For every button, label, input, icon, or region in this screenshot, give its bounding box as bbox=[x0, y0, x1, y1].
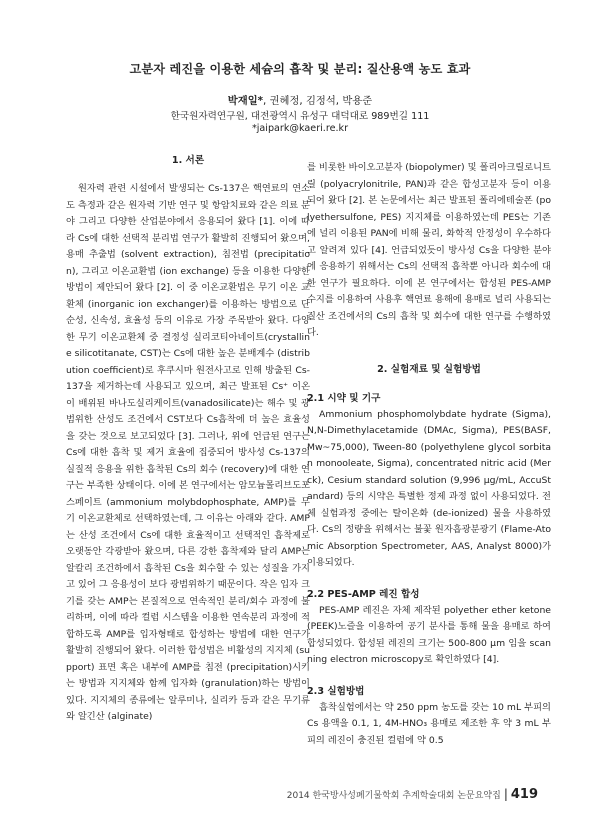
intro-paragraph-1: 원자력 관련 시설에서 발생되는 Cs-137은 핵연료의 연소도 측정과 같은 원자력 기반 연구 및 항암치료와 같은 의료 분야 그리고 다양한 산업분야에서 응용되어 왔다 [1]. 이에 따라 Cs에 대한 선택적 분리법 연구가 활발히 진행되어 왔으며, 용매 추출법 (solvent extraction), 침전법 (precipitation), 그리고 이온교환법 (ion exchange) 등을 이용한 다양한 방법이 제안되어 왔다 [2]. 이 중 이온교환법은 무기 이온 교환체 (inorganic ion exchanger)를 이용하는 방법으로 단순성, 신속성, 효율성 등의 이유로 가장 주목받아 왔다. 다양한 무기 이온교환체 중 결정성 실리코티아네이트(crystalline silicotitanate, CST)는 Cs에 대한 높은 분배계수 (distribution coefficient)로 후쿠시마 원전사고로 인해 방출된 Cs-137을 제거하는데 사용되고 있으며, 최근 발표된 Cs⁺ 이온이 배위된 바나도실리케이트(vanadosilicate)는 해수 및 광범위한 산성도 조건에서 CST보다 Cs흡착에 더 높은 효율성을 갖는 것으로 보고되었다 [3]. 그러나, 위에 언급된 연구는 Cs에 대한 흡착 및 제거 효율에 집중되어 방사성 Cs-137의 실질적 응용을 위한 흡착된 Cs의 회수 (recovery)에 대한 연구는 부족한 상태이다. 이에 본 연구에서는 암모늄몰리브도포스페이트 (ammonium molybdophosphate, AMP)를 무기 이온교환체로 선택하였는데, 그 이유는 아래와 같다. AMP는 산성 조건에서 Cs에 대한 효율적이고 선택적인 흡착제로 오랫동안 각광받아 왔으며, 다른 강한 흡착제와 달리 AMP는 알칼리 조건하에서 흡착된 Cs을 회수할 수 있는 성질을 가지고 있어 그 응용성이 보다 광범위하기 때문이다. 작은 입자 크기를 갖는 AMP는 본질적으로 연속적인 분리/회수 과정에 불리하며, 이에 따라 컬럼 시스템을 이용한 연속분리 과정에 적합하도록 AMP를 입자형태로 합성하는 방법에 대한 연구가 활발히 진행되어 왔다. 이러한 합성법은 비활성의 지지체 (support) 표면 혹은 내부에 AMP를 침전 (precipitation)시키는 방법과 지지체와 함께 입자화 (granulation)하는 방법이 있다. 지지체의 종류에는 알루미나, 실리카 등과 같은 무기류와 알긴산 (alginate) bbox=[66, 183, 310, 722]
proceedings-name: 2014 한국방사성폐기물학회 추계학술대회 논문요약집 bbox=[286, 791, 501, 801]
affiliation: 한국원자력연구원, 대전광역시 유성구 대덕대로 989번길 111 bbox=[170, 111, 430, 122]
author-email: *jaipark@kaeri.re.kr bbox=[251, 123, 349, 134]
page-number: 419 bbox=[510, 787, 538, 802]
subsection-heading-experiment: 2.3 실험방법 bbox=[307, 685, 365, 697]
section-heading-intro: 1. 서론 bbox=[171, 155, 205, 166]
paper-title: 고분자 레진을 이용한 세슘의 흡착 및 분리: 질산용액 농도 효과 bbox=[129, 62, 471, 76]
intro-paragraph-2: 를 비롯한 바이오고분자 (biopolymer) 및 폴리아크릴로니트릴 (polyacrylonitrile, PAN)과 같은 합성고분자 등이 이용되어 왔다 [2]. 본 논문에서는 최근 발표된 폴리에테술폰 (polyethersulfone, PES) 지지체를 이용하였는데 PES는 기존에 널리 이용된 PAN에 비해 물리, 화학적 안정성이 우수하다고 알려져 있다 [4]. 언급되었듯이 방사성 Cs을 다양한 분야에 응용하기 위해서는 Cs의 선택적 흡착뿐 아니라 회수에 대한 연구가 필요하다. 이에 본 연구에서는 합성된 PES-AMP 수지를 이용하여 사용후 핵연료 용해에 용매로 널리 사용되는 질산 조건에서의 Cs의 흡착 및 회수에 대한 연구를 수행하였다. bbox=[307, 162, 551, 338]
resin-synthesis-paragraph: PES-AMP 레진은 자체 제작된 polyether ether ketone (PEEK)노즐을 이용하여 공기 분사를 통해 물을 용매로 하여 합성되었다. 합성된 레진의 크기는 500-800 μm 임을 scanning electron microscopy로 확인하였다 [4]. bbox=[307, 604, 551, 665]
left-column bbox=[66, 153, 310, 726]
footer-separator: | bbox=[503, 787, 508, 801]
right-column bbox=[307, 160, 551, 749]
subsection-heading-reagents: 2.1 시약 및 기구 bbox=[307, 392, 381, 404]
section-heading-methods: 2. 실험재료 및 실험방법 bbox=[377, 363, 481, 375]
page-footer bbox=[287, 787, 538, 802]
corresponding-author: 박재일* bbox=[227, 95, 264, 107]
author-list bbox=[0, 92, 600, 107]
subsection-heading-resin-synthesis: 2.2 PES-AMP 레진 합성 bbox=[307, 588, 420, 600]
co-authors: , 권혜정, 김정석, 박용준 bbox=[263, 95, 373, 107]
experiment-paragraph: 흡착실험에서는 약 250 ppm 농도를 갖는 10 mL 부피의 Cs 용액을 0.1, 1, 4M-HNO₃ 용매로 제조한 후 약 3 mL 부피의 레진이 충진된 컬럼에 약 0.5 bbox=[307, 701, 551, 746]
reagents-paragraph: Ammonium phosphomolybdate hydrate (Sigma), N,N-Dimethylacetamide (DMAc, Sigma), PES(BASF, Mw~75,000), Tween-80 (polyethylene glycol sorbitan monooleate, Sigma), concentrated nitric acid (Merck), Cesium standard solution (9,996 μg/mL, AccuStandard) 등의 시약은 특별한 정제 과정 없이 사용되었다. 전체 실험과정 중에는 탈이온화 (de-ionized) 물을 사용하였다. Cs의 정량을 위해서는 불꽃 원자흡광분광기 (Flame-Atomic Absorption Spectrometer, AAS, Analyst 8000)가 이용되었다. bbox=[307, 408, 551, 568]
